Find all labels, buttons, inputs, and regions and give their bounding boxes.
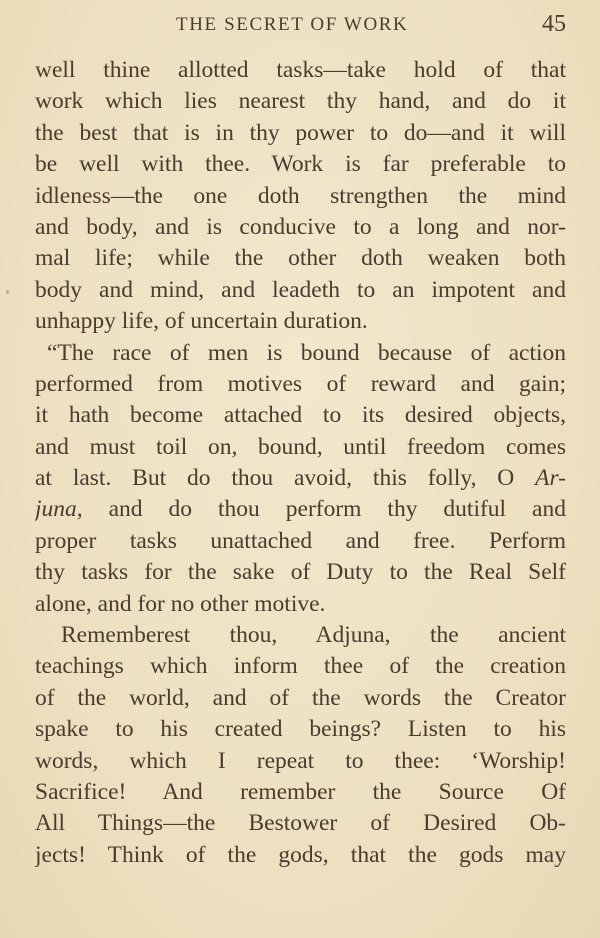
text-line: be well with thee. Work is far preferable to — [35, 151, 566, 178]
text-line: jects! Think of the gods, that the gods may — [35, 841, 566, 868]
page-number: 45 — [542, 11, 566, 37]
running-title: THE SECRET OF WORK — [176, 14, 409, 35]
text-line: mal life; while the other doth weaken both — [35, 245, 566, 272]
text-line: Sacrifice! And remember the Source Of — [35, 778, 566, 805]
text-run: at last. But do thou avoid, this folly, O — [35, 465, 536, 492]
text-line: proper tasks unattached and free. Perform — [35, 527, 566, 554]
text-line: thy tasks for the sake of Duty to the Real Self — [35, 559, 566, 586]
text-line: and must toil on, bound, until freedom comes — [35, 433, 566, 460]
text-line: the best that is in thy power to do—and it will — [35, 119, 566, 146]
text-line: of the world, and of the words the Creator — [35, 684, 566, 711]
text-line-with-italic — [35, 463, 566, 494]
italic-name: Ar- — [535, 465, 566, 492]
text-line: “The race of men is bound because of action — [47, 339, 566, 366]
text-line: spake to his created beings? Listen to his — [35, 716, 566, 743]
text-line: performed from motives of reward and gain; — [35, 370, 566, 397]
text-line: words, which I repeat to thee: ‘Worship! — [35, 747, 566, 774]
text-line: and body, and is conducive to a long and nor- — [35, 213, 566, 240]
text-line: body and mind, and leadeth to an impotent and — [35, 276, 566, 303]
text-line: All Things—the Bestower of Desired Ob- — [35, 810, 566, 837]
text-line: it hath become attached to its desired objects, — [35, 402, 566, 429]
text-line: idleness—the one doth strengthen the mind — [35, 182, 566, 209]
body-text — [35, 55, 566, 871]
text-line-with-italic — [35, 494, 566, 525]
text-line: Rememberest thou, Adjuna, the ancient — [61, 622, 566, 649]
text-run: and do thou perform thy dutiful and — [82, 496, 566, 523]
text-line: well thine allotted tasks—take hold of that — [35, 57, 566, 83]
italic-name: juna, — [35, 496, 83, 523]
running-head — [36, 11, 566, 39]
text-line: work which lies nearest thy hand, and do it — [35, 88, 566, 115]
text-line: teachings which inform thee of the creation — [35, 653, 566, 680]
text-line: unhappy life, of uncertain duration. — [35, 308, 368, 335]
paper-blemish — [6, 290, 9, 294]
text-line: alone, and for no other motive. — [35, 590, 326, 617]
